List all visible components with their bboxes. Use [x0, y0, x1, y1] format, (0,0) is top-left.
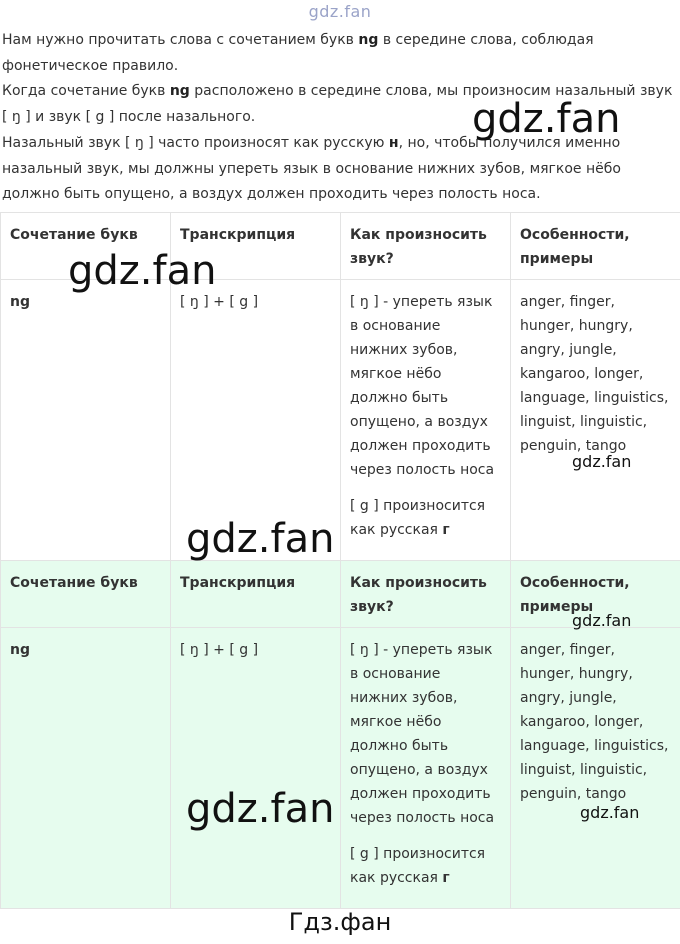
intro-paragraph-3: Назальный звук [ ŋ ] часто произносят как русскую н, но, чтобы получился именно назальный звук, мы должны упереть язык в основание нижних зубов, мягкое нёбо должно быть опущено, а воздух должен проходить через полость носа.: [2, 135, 621, 202]
header-how: Как произносить звук?: [341, 213, 511, 280]
header-transcription: Транскрипция: [171, 213, 341, 280]
header-combination: Сочетание букв: [1, 213, 171, 280]
watermark: gdz.fan: [186, 786, 335, 832]
watermark: gdz.fan: [186, 516, 335, 562]
watermark: gdz.fan: [68, 248, 217, 294]
header-combination: Сочетание букв: [1, 561, 171, 628]
cell-examples: anger, finger, hunger, hungry, angry, jungle, kangaroo, longer, language, linguistics, linguist, linguistic, penguin, tango: [511, 628, 680, 909]
intro-paragraph-1: Нам нужно прочитать слова с сочетанием букв ng в середине слова, соблюдая фонетическое правило.: [2, 32, 594, 74]
table-row: [1, 628, 680, 909]
cell-combination: ng: [1, 628, 171, 909]
cell-combination: ng: [1, 280, 171, 561]
bottom-watermark: Гдз.фан: [288, 908, 392, 936]
cell-transcription: [ ŋ ] + [ g ]: [171, 280, 341, 561]
header-examples: Особенности, примеры: [511, 213, 680, 280]
intro-paragraph-2: Когда сочетание букв ng расположено в середине слова, мы произносим назальный звук [ ŋ ] и звук [ g ] после назального.: [2, 83, 673, 125]
cell-examples: anger, finger, hunger, hungry, angry, jungle, kangaroo, longer, language, linguistics, linguist, linguistic, penguin, tango: [511, 280, 680, 561]
how-text: [ ŋ ] - упереть язык в основание нижних зубов, мягкое нёбо должно быть опущено, а воздух должен проходить через полость носа: [350, 294, 495, 478]
how-note: [ g ] произносится как русская г: [350, 846, 486, 886]
header-examples: Особенности, примеры: [511, 561, 680, 628]
watermark: gdz.fan: [580, 803, 640, 822]
cell-how: [341, 280, 511, 561]
cell-transcription: [ ŋ ] + [ g ]: [171, 628, 341, 909]
how-note: [ g ] произносится как русская г: [350, 498, 486, 538]
cell-how: [341, 628, 511, 909]
watermark: gdz.fan: [472, 96, 621, 142]
top-watermark: gdz.fan: [308, 2, 372, 21]
pronunciation-table: [0, 212, 680, 909]
table-row: [1, 280, 680, 561]
watermark: gdz.fan: [572, 452, 632, 471]
watermark: gdz.fan: [572, 611, 632, 630]
header-how: Как произносить звук?: [341, 561, 511, 628]
header-transcription: Транскрипция: [171, 561, 341, 628]
how-text: [ ŋ ] - упереть язык в основание нижних зубов, мягкое нёбо должно быть опущено, а воздух должен проходить через полость носа: [350, 642, 495, 826]
